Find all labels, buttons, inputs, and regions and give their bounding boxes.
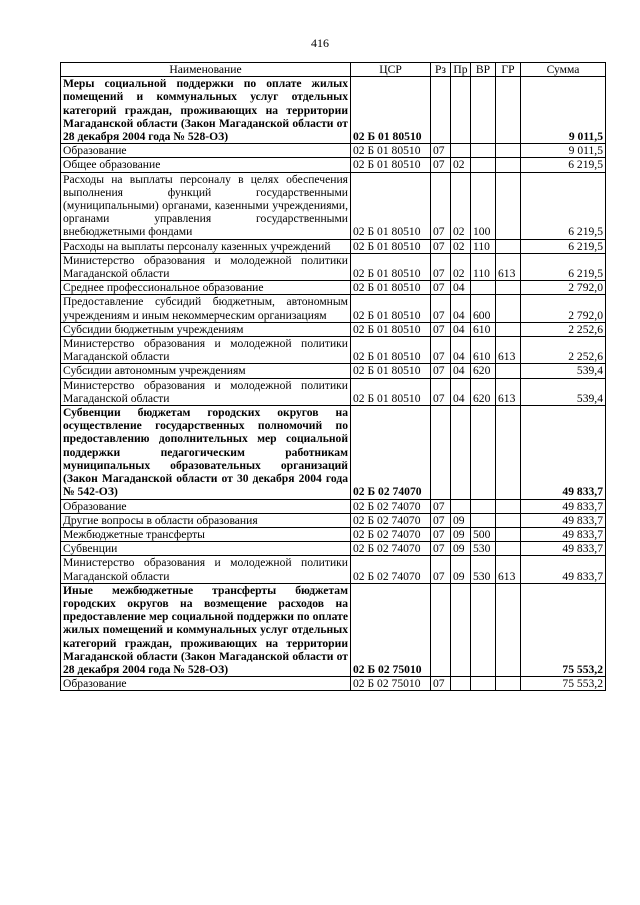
- cell-sum: 9 011,5: [521, 144, 606, 158]
- cell-name: Субвенции: [61, 542, 351, 556]
- cell-rz: 07: [431, 322, 451, 336]
- cell-sum: 9 011,5: [521, 77, 606, 144]
- cell-rz: 07: [431, 677, 451, 691]
- cell-rz: 07: [431, 295, 451, 322]
- cell-rz: 07: [431, 378, 451, 405]
- cell-vr: 610: [471, 322, 496, 336]
- table-row: [61, 364, 606, 378]
- table-row: [61, 281, 606, 295]
- cell-csr: 02 Б 02 74070: [351, 527, 431, 541]
- cell-vr: 530: [471, 556, 496, 583]
- cell-csr: 02 Б 01 80510: [351, 172, 431, 239]
- table-header-row: [61, 63, 606, 77]
- cell-name: Предоставление субсидий бюджетным, автономным учреждениям и иным некоммерческим организациям: [61, 295, 351, 322]
- cell-gr: [496, 295, 521, 322]
- cell-vr: [471, 158, 496, 172]
- cell-sum: 49 833,7: [521, 527, 606, 541]
- cell-gr: [496, 77, 521, 144]
- cell-sum: 6 219,5: [521, 253, 606, 280]
- cell-gr: [496, 281, 521, 295]
- cell-pr: 02: [451, 172, 471, 239]
- cell-csr: 02 Б 01 80510: [351, 337, 431, 364]
- cell-pr: [451, 677, 471, 691]
- cell-vr: 620: [471, 364, 496, 378]
- cell-vr: [471, 677, 496, 691]
- cell-name: Среднее профессиональное образование: [61, 281, 351, 295]
- cell-csr: 02 Б 02 74070: [351, 406, 431, 499]
- cell-sum: 6 219,5: [521, 158, 606, 172]
- cell-vr: [471, 406, 496, 499]
- cell-pr: 04: [451, 378, 471, 405]
- table-row: [61, 144, 606, 158]
- cell-csr: 02 Б 02 75010: [351, 677, 431, 691]
- cell-name: Субвенции бюджетам городских округов на осуществление государственных полномочий по предоставлению дополнительных мер социальной поддержки педагогическим работникам муниципальных образовательных организаций (Закон Магаданской области от 30 декабря 2004 года № 542-ОЗ): [61, 406, 351, 499]
- cell-rz: 07: [431, 527, 451, 541]
- cell-sum: 539,4: [521, 378, 606, 405]
- cell-rz: 07: [431, 281, 451, 295]
- cell-csr: 02 Б 01 80510: [351, 364, 431, 378]
- cell-sum: 2 792,0: [521, 281, 606, 295]
- header-vr: ВР: [471, 63, 496, 77]
- table-row: [61, 499, 606, 513]
- header-rz: Рз: [431, 63, 451, 77]
- table-row: [61, 77, 606, 144]
- cell-gr: [496, 499, 521, 513]
- cell-vr: [471, 77, 496, 144]
- cell-pr: 04: [451, 295, 471, 322]
- cell-sum: 49 833,7: [521, 406, 606, 499]
- cell-csr: 02 Б 01 80510: [351, 253, 431, 280]
- table-body: [61, 77, 606, 691]
- cell-csr: 02 Б 01 80510: [351, 378, 431, 405]
- cell-csr: 02 Б 01 80510: [351, 158, 431, 172]
- cell-sum: 6 219,5: [521, 172, 606, 239]
- cell-vr: [471, 499, 496, 513]
- cell-csr: 02 Б 02 75010: [351, 583, 431, 676]
- cell-rz: [431, 583, 451, 676]
- cell-name: Расходы на выплаты персоналу в целях обеспечения выполнения функций государственными (муниципальными) органами, казенными учреждениями, органами управления государственными внебюджетными фондами: [61, 172, 351, 239]
- cell-gr: [496, 364, 521, 378]
- cell-vr: [471, 583, 496, 676]
- header-pr: Пр: [451, 63, 471, 77]
- cell-sum: 49 833,7: [521, 513, 606, 527]
- cell-name: Субсидии бюджетным учреждениям: [61, 322, 351, 336]
- cell-vr: 110: [471, 239, 496, 253]
- cell-rz: 07: [431, 253, 451, 280]
- cell-gr: 613: [496, 556, 521, 583]
- cell-vr: 610: [471, 337, 496, 364]
- table-row: [61, 556, 606, 583]
- cell-pr: 09: [451, 556, 471, 583]
- cell-sum: 6 219,5: [521, 239, 606, 253]
- cell-name: Образование: [61, 499, 351, 513]
- cell-name: Общее образование: [61, 158, 351, 172]
- table-row: [61, 322, 606, 336]
- cell-gr: [496, 583, 521, 676]
- cell-sum: 2 792,0: [521, 295, 606, 322]
- cell-vr: [471, 144, 496, 158]
- cell-sum: 49 833,7: [521, 542, 606, 556]
- cell-rz: 07: [431, 364, 451, 378]
- cell-csr: 02 Б 01 80510: [351, 281, 431, 295]
- cell-csr: 02 Б 02 74070: [351, 542, 431, 556]
- cell-sum: 49 833,7: [521, 556, 606, 583]
- table-row: [61, 337, 606, 364]
- cell-sum: 2 252,6: [521, 337, 606, 364]
- cell-name: Субсидии автономным учреждениям: [61, 364, 351, 378]
- cell-rz: [431, 77, 451, 144]
- header-sum: Сумма: [521, 63, 606, 77]
- table-row: [61, 406, 606, 499]
- cell-sum: 75 553,2: [521, 583, 606, 676]
- cell-pr: [451, 77, 471, 144]
- cell-gr: 613: [496, 337, 521, 364]
- cell-gr: [496, 172, 521, 239]
- cell-name: Межбюджетные трансферты: [61, 527, 351, 541]
- cell-pr: 09: [451, 542, 471, 556]
- table-row: [61, 378, 606, 405]
- cell-pr: 02: [451, 253, 471, 280]
- cell-vr: 600: [471, 295, 496, 322]
- cell-gr: 613: [496, 378, 521, 405]
- cell-pr: 04: [451, 322, 471, 336]
- cell-name: Меры социальной поддержки по оплате жилых помещений и коммунальных услуг отдельных категорий граждан, проживающих на территории Магаданской области (Закон Магаданской области от 28 декабря 2004 года № 528-ОЗ): [61, 77, 351, 144]
- cell-vr: 500: [471, 527, 496, 541]
- cell-name: Образование: [61, 677, 351, 691]
- cell-sum: 539,4: [521, 364, 606, 378]
- cell-rz: 07: [431, 172, 451, 239]
- table-row: [61, 513, 606, 527]
- cell-vr: 110: [471, 253, 496, 280]
- cell-pr: 09: [451, 527, 471, 541]
- cell-csr: 02 Б 01 80510: [351, 322, 431, 336]
- cell-name: Образование: [61, 144, 351, 158]
- cell-pr: [451, 583, 471, 676]
- cell-csr: 02 Б 02 74070: [351, 499, 431, 513]
- cell-csr: 02 Б 01 80510: [351, 77, 431, 144]
- cell-rz: 07: [431, 513, 451, 527]
- cell-rz: 07: [431, 556, 451, 583]
- table-row: [61, 239, 606, 253]
- budget-table: [60, 62, 606, 691]
- cell-gr: [496, 239, 521, 253]
- table-row: [61, 172, 606, 239]
- cell-rz: 07: [431, 158, 451, 172]
- cell-name: Иные межбюджетные трансферты бюджетам городских округов на возмещение расходов на предоставление мер социальной поддержки по оплате жилых помещений и коммунальных услуг отдельных категорий граждан, проживающих на территории Магаданской области (Закон Магаданской области от 28 декабря 2004 года № 528-ОЗ): [61, 583, 351, 676]
- cell-rz: [431, 406, 451, 499]
- cell-vr: 620: [471, 378, 496, 405]
- cell-gr: [496, 322, 521, 336]
- cell-sum: 2 252,6: [521, 322, 606, 336]
- cell-vr: [471, 513, 496, 527]
- cell-name: Министерство образования и молодежной политики Магаданской области: [61, 337, 351, 364]
- header-csr: ЦСР: [351, 63, 431, 77]
- cell-gr: [496, 144, 521, 158]
- cell-name: Другие вопросы в области образования: [61, 513, 351, 527]
- cell-csr: 02 Б 01 80510: [351, 239, 431, 253]
- cell-csr: 02 Б 02 74070: [351, 513, 431, 527]
- page-number: 416: [311, 36, 329, 50]
- cell-pr: 02: [451, 158, 471, 172]
- cell-rz: 07: [431, 499, 451, 513]
- cell-name: Расходы на выплаты персоналу казенных учреждений: [61, 239, 351, 253]
- cell-rz: 07: [431, 239, 451, 253]
- cell-vr: 530: [471, 542, 496, 556]
- cell-gr: [496, 677, 521, 691]
- table-row: [61, 158, 606, 172]
- cell-vr: [471, 281, 496, 295]
- table-row: [61, 583, 606, 676]
- cell-pr: 02: [451, 239, 471, 253]
- cell-name: Министерство образования и молодежной политики Магаданской области: [61, 378, 351, 405]
- cell-name: Министерство образования и молодежной политики Магаданской области: [61, 253, 351, 280]
- cell-rz: 07: [431, 542, 451, 556]
- table-row: [61, 527, 606, 541]
- cell-gr: [496, 527, 521, 541]
- cell-pr: 04: [451, 281, 471, 295]
- header-gr: ГР: [496, 63, 521, 77]
- cell-pr: [451, 406, 471, 499]
- table-row: [61, 542, 606, 556]
- cell-rz: 07: [431, 337, 451, 364]
- cell-pr: [451, 499, 471, 513]
- cell-pr: [451, 144, 471, 158]
- cell-sum: 49 833,7: [521, 499, 606, 513]
- cell-gr: [496, 513, 521, 527]
- cell-gr: [496, 406, 521, 499]
- cell-sum: 75 553,2: [521, 677, 606, 691]
- cell-pr: 04: [451, 364, 471, 378]
- table-row: [61, 295, 606, 322]
- cell-gr: [496, 542, 521, 556]
- cell-pr: 09: [451, 513, 471, 527]
- table-row: [61, 677, 606, 691]
- cell-csr: 02 Б 01 80510: [351, 295, 431, 322]
- cell-gr: [496, 158, 521, 172]
- cell-csr: 02 Б 02 74070: [351, 556, 431, 583]
- cell-pr: 04: [451, 337, 471, 364]
- cell-csr: 02 Б 01 80510: [351, 144, 431, 158]
- cell-vr: 100: [471, 172, 496, 239]
- header-name: Наименование: [61, 63, 351, 77]
- cell-gr: 613: [496, 253, 521, 280]
- cell-name: Министерство образования и молодежной политики Магаданской области: [61, 556, 351, 583]
- table-row: [61, 253, 606, 280]
- cell-rz: 07: [431, 144, 451, 158]
